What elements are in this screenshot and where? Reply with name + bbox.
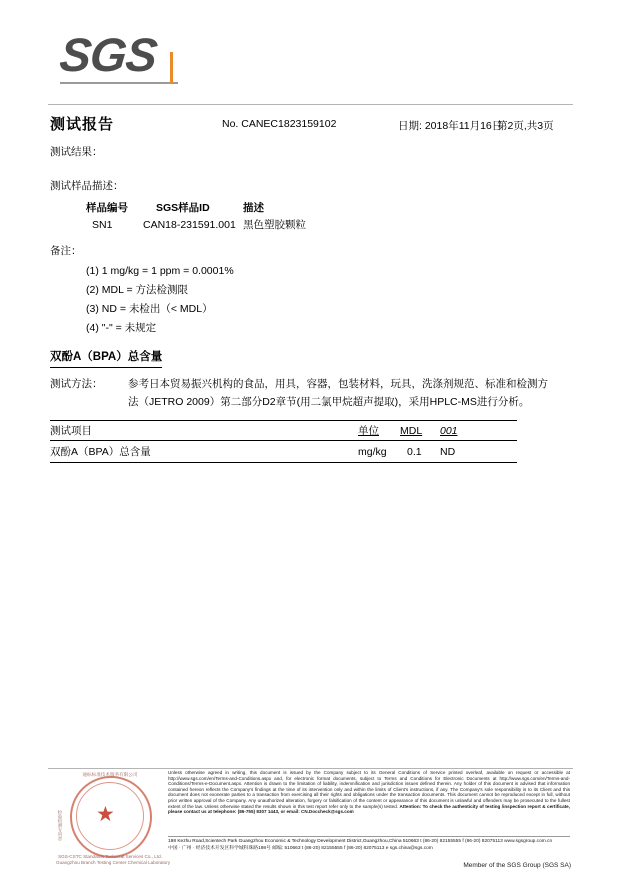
logo-underline [60, 82, 178, 84]
test-method-label: 测试方法： [50, 378, 103, 390]
seal-side-text: 检验检测专用章 [58, 810, 63, 841]
result-table-rule-mid [50, 440, 517, 441]
result-table-header-sample: 001 [440, 425, 458, 437]
logo-accent-bar [170, 52, 173, 84]
sample-table-header-no: 样品编号 [86, 202, 128, 214]
notes-label: 备注： [50, 245, 82, 257]
page-title: 测试报告 [50, 116, 115, 133]
member-line: Member of the SGS Group (SGS SA) [463, 862, 571, 869]
seal-arc-line-2: Guangzhou Branch Testing Center Chemical Laboratory [56, 860, 171, 865]
seal-arc-line-1: SGS-CSTC Standards Technical Services Co., Ltd. [58, 854, 162, 859]
address-postcode: 邮编: 510663 [272, 846, 301, 851]
section-title-bpa: 双酚A（BPA）总含量 [50, 349, 162, 368]
sample-table-cell-id: CAN18-231591.001 [143, 219, 236, 231]
document-verification-notice: Attention: To check the authenticity of testing /inspection report & certificate, please contact us at telephone: (86-755) 8307 1443, or email: CN.Doccheck@sgs.com [168, 803, 571, 815]
address-web: www.sgsgroup.com.cn [504, 839, 553, 844]
results-label: 测试结果： [50, 146, 103, 158]
report-date: 日期: 2018年11月16日 [398, 120, 503, 132]
footer-divider [48, 768, 573, 769]
company-address-block [168, 838, 570, 852]
result-table-cell-unit: mg/kg [358, 446, 387, 458]
note-item: (2) MDL = 方法检测限 [86, 284, 188, 296]
header-divider [48, 104, 573, 105]
note-item: (4) "-" = 未规定 [86, 322, 157, 334]
company-seal-stamp [56, 770, 171, 865]
address-fax-2: f (86-20) 82075113 [344, 846, 385, 851]
note-item: (3) ND = 未检出（< MDL） [86, 303, 213, 315]
sgs-logo-text: SGS [57, 28, 160, 81]
legal-disclaimer-text: Unless otherwise agreed in writing, this document is issued by the Company subject to its General Conditions of Service printed overleaf, available on request or accessible at http://www.sgs.com/en/Terms-and-Conditions.aspx and, for electronic format documents, subject to Terms and Conditions for Electronic Documents at http://www.sgs.com/en/Terms-and-Conditions/Terms-e-Document.aspx. Attention is drawn to the limitation of liability, indemnification and jurisdiction issues defined therein. Any holder of this document is advised that information contained hereon reflects the Company's findings at the time of its intervention only and within the limits of Client's instructions, if any. The Company's sole responsibility is to its Client and this document does not exonerate parties to a transaction from exercising all their rights and obligations under the transaction documents. This document cannot be reproduced except in full, without prior written approval of the Company. Any unauthorized alteration, forgery or falsification of the content or appearance of this document is unlawful and offenders may be prosecuted to the fullest extent of the law. Unless otherwise stated the results shown in this test report refer only to the sample(s) tested. [168, 770, 570, 809]
address-tel-2: t (86-20) 82155555 [301, 846, 343, 851]
address-divider [168, 836, 570, 837]
report-number: No. CANEC1823159102 [222, 118, 337, 130]
sgs-logo [57, 28, 180, 92]
address-chinese: 中国 · 广州 · 经济技术开发区科学城科珠路198号 [168, 846, 271, 851]
address-email: e sgs.china@sgs.com [385, 846, 433, 851]
sample-description-label: 测试样品描述： [50, 180, 124, 192]
page-number: 第2页,共3页 [497, 120, 554, 132]
sample-table-header-desc: 描述 [243, 202, 264, 214]
result-table-header-item: 测试项目 [50, 425, 92, 437]
address-fax: f (86-20) 82075113 [462, 839, 503, 844]
result-table-cell-result: ND [440, 446, 456, 458]
sample-table-cell-no: SN1 [92, 219, 113, 231]
result-table-cell-item: 双酚A（BPA）总含量 [50, 446, 151, 458]
result-table-cell-mdl: 0.1 [407, 446, 422, 458]
note-item: (1) 1 mg/kg = 1 ppm = 0.0001% [86, 265, 234, 277]
sample-table-header-id: SGS样品ID [156, 202, 210, 214]
test-method-line: 参考日本贸易振兴机构的食品，用具，容器，包装材料，玩具，洗涤剂规范、标准和检测方 [128, 378, 548, 390]
sample-table-cell-desc: 黑色塑胶颗粒 [243, 219, 306, 231]
address-english: 198 Kezhu Road,Scientech Park Guangzhou Economic & Technology Development District,Guangzhou,China 510663 [168, 839, 419, 844]
result-table-rule-bottom [50, 462, 517, 463]
result-table-header-mdl: MDL [400, 425, 423, 437]
seal-top-text: 通标标准技术服务有限公司 [82, 772, 138, 777]
result-table-header-unit: 单位 [358, 425, 379, 437]
address-tel: t (86-20) 82155555 [420, 839, 461, 844]
seal-star-icon: ★ [96, 803, 115, 826]
result-table-rule-top [50, 420, 517, 421]
test-method-line: 法（JETRO 2009）第二部分D2章节(用二氯甲烷超声提取)，采用HPLC-MS进行分析。 [128, 396, 530, 408]
legal-disclaimer [168, 770, 570, 815]
